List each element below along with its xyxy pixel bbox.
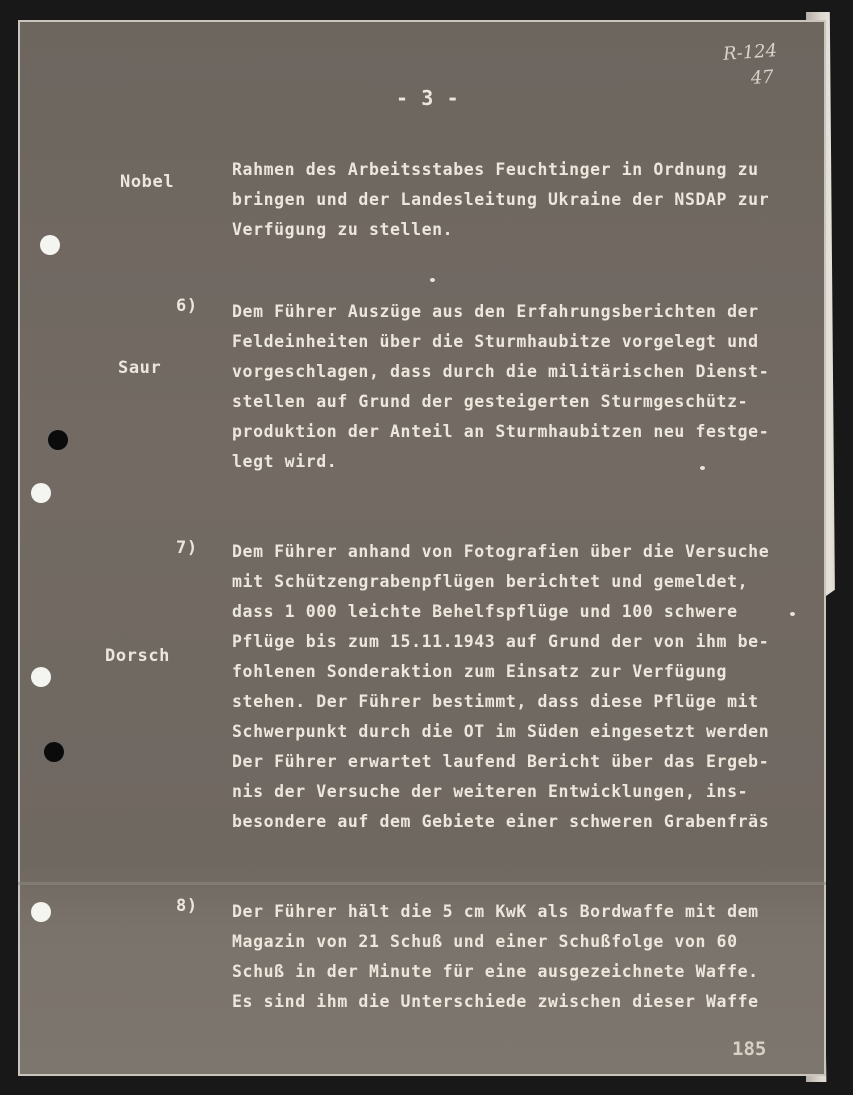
archive-reference-line: 47 (750, 66, 775, 90)
punch-hole (44, 742, 64, 762)
text-line: mit Schützengrabenpflügen berichtet und gemeldet, (232, 572, 749, 591)
text-line: Es sind ihm die Unterschiede zwischen dieser Waffe (232, 992, 759, 1011)
text-line: bringen und der Landesleitung Ukraine der NSDAP zur (232, 190, 770, 209)
text-line: Der Führer hält die 5 cm KwK als Bordwaffe mit dem (232, 902, 759, 921)
punch-hole (31, 902, 51, 922)
paragraph (232, 537, 812, 837)
page-number: - 3 - (396, 86, 460, 110)
text-line: legt wird. (232, 452, 338, 471)
punch-hole (40, 235, 60, 255)
paper-speck (430, 278, 435, 282)
margin-name: Saur (118, 358, 162, 378)
text-line: Schuß in der Minute für eine ausgezeichnete Waffe. (232, 962, 759, 981)
text-line: Rahmen des Arbeitsstabes Feuchtinger in Ordnung zu (232, 160, 759, 179)
item-number: 7) (176, 538, 198, 558)
archive-reference (722, 38, 779, 94)
text-line: Verfügung zu stellen. (232, 220, 454, 239)
paragraph (232, 897, 812, 1017)
punch-hole (48, 430, 68, 450)
text-line: Schwerpunkt durch die OT im Süden eingesetzt werden (232, 722, 770, 741)
punch-hole (31, 667, 51, 687)
folio-number: 185 (732, 1038, 767, 1060)
margin-name: Nobel (120, 172, 175, 192)
text-line: dass 1 000 leichte Behelfspflüge und 100 schwere (232, 602, 738, 621)
text-line: fohlenen Sonderaktion zum Einsatz zur Verfügung (232, 662, 728, 681)
text-line: Dem Führer anhand von Fotografien über die Versuche (232, 542, 770, 561)
text-line: nis der Versuche der weiteren Entwicklungen, ins- (232, 782, 749, 801)
page-fold-line (18, 882, 826, 885)
item-number: 8) (176, 896, 198, 916)
text-line: besondere auf dem Gebiete einer schweren Grabenfräs (232, 812, 770, 831)
paragraph (232, 155, 812, 245)
text-line: Der Führer erwartet laufend Bericht über das Ergeb- (232, 752, 770, 771)
punch-hole (31, 483, 51, 503)
text-line: stellen auf Grund der gesteigerten Sturmgeschütz- (232, 392, 749, 411)
text-line: Dem Führer Auszüge aus den Erfahrungsberichten der (232, 302, 759, 321)
margin-name: Dorsch (105, 646, 171, 666)
text-line: vorgeschlagen, dass durch die militärischen Dienst- (232, 362, 770, 381)
text-line: produktion der Anteil an Sturmhaubitzen neu festge- (232, 422, 770, 441)
paragraph (232, 297, 812, 477)
text-line: Magazin von 21 Schuß und einer Schußfolge von 60 (232, 932, 738, 951)
text-line: Feldeinheiten über die Sturmhaubitze vorgelegt und (232, 332, 759, 351)
item-number: 6) (176, 296, 198, 316)
archive-reference-line: R-124 (722, 40, 778, 65)
text-line: stehen. Der Führer bestimmt, dass diese Pflüge mit (232, 692, 759, 711)
text-line: Pflüge bis zum 15.11.1943 auf Grund der von ihm be- (232, 632, 770, 651)
